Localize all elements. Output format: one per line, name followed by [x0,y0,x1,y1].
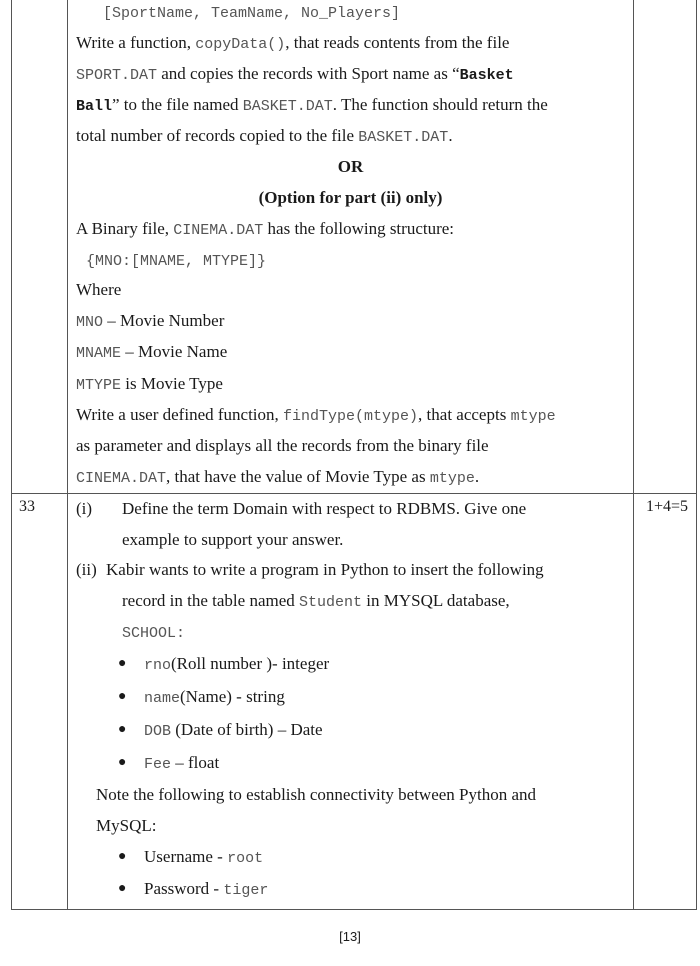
table-left-border [11,0,12,910]
part-ii-db: SCHOOL: [122,625,186,642]
field-rno: rno(Roll number )- integer [144,654,330,674]
or-label: OR [337,157,364,176]
fields-line: [SportName, TeamName, No_Players] [103,5,401,22]
total-records-line: total number of records copied to the file BASKET.DAT. [76,126,453,146]
bullet-icon: ● [118,849,127,864]
bullet-icon: ● [118,881,127,896]
mtype-line: MTYPE is Movie Type [76,374,223,394]
copydata-instruction: Write a function, copyData(), that reads contents from the file [76,33,510,53]
mname-line: MNAME – Movie Name [76,342,228,362]
where-line: Where [76,280,122,299]
note-line1: Note the following to establish connectivity between Python and [96,785,537,804]
field-dob: DOB (Date of birth) – Date [144,720,323,740]
part-ii-label: (ii) [76,560,97,579]
binary-file-line: A Binary file, CINEMA.DAT has the following structure: [76,219,455,239]
part-i-label: (i) [76,499,93,518]
note-line2: MySQL: [96,816,157,835]
sport-file-line: SPORT.DAT and copies the records with Sport name as “Basket [76,64,514,84]
table-marks-divider [633,0,634,910]
part-ii-line2: record in the table named Student in MYSQL database, [122,591,510,611]
row-divider [11,493,697,494]
marks-label: 1+4=5 [646,498,689,515]
bullet-icon: ● [118,656,127,671]
option-label: (Option for part (ii) only) [258,188,443,207]
field-fee: Fee – float [144,753,220,773]
part-ii-line1: Kabir wants to write a program in Python to insert the following [106,560,544,579]
question-number: 33 [19,498,35,515]
param-line: as parameter and displays all the records from the binary file [76,436,489,455]
bullet-icon: ● [118,755,127,770]
basket-file-line: Ball” to the file named BASKET.DAT. The function should return the [76,95,548,115]
part-i-line1: Define the term Domain with respect to RDBMS. Give one [122,499,527,518]
page-number: [13] [339,929,361,944]
udf-line: Write a user defined function, findType(mtype), that accepts mtype [76,405,556,425]
structure-line: {MNO:[MNAME, MTYPE]} [86,253,267,270]
table-col-divider [67,0,68,910]
username-line: Username - root [144,847,264,867]
table-right-border [696,0,697,910]
mno-line: MNO – Movie Number [76,311,225,331]
cinema-line: CINEMA.DAT, that have the value of Movie Type as mtype. [76,467,480,487]
table-bottom-border [11,909,697,910]
bullet-icon: ● [118,689,127,704]
bullet-icon: ● [118,722,127,737]
field-name: name(Name) - string [144,687,285,707]
part-i-line2: example to support your answer. [122,530,344,549]
password-line: Password - tiger [144,879,269,899]
